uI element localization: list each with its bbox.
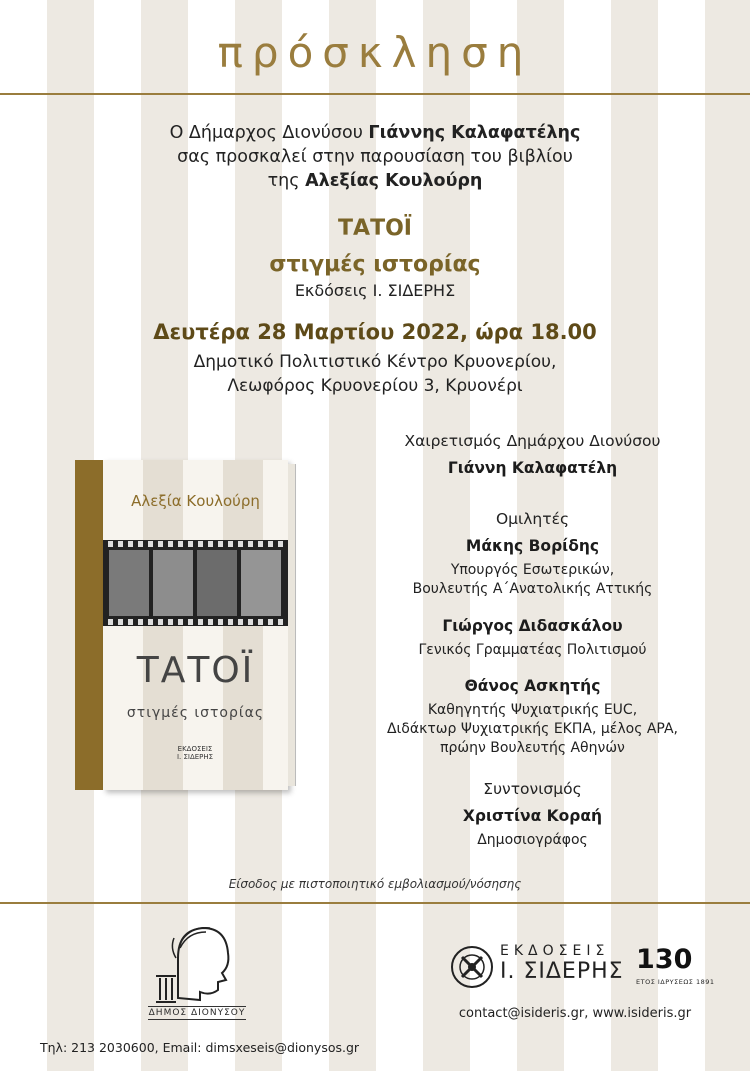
film-holes-top — [103, 541, 288, 547]
entry-note: Είσοδος με πιστοποιητικό εμβολιασμού/νόσησης — [228, 877, 522, 891]
event-date: Δευτέρα 28 Μαρτίου 2022, ώρα 18.00 — [153, 320, 597, 344]
coordinator-name: Χριστίνα Κοραή — [462, 807, 603, 825]
publisher-word2: Ι. ΣΙΔΕΡΗΣ — [500, 959, 624, 984]
book-title: ΤΑΤΟΪ — [338, 216, 412, 241]
speaker3-role-line3: πρώην Βουλευτής Αθηνών — [440, 740, 625, 756]
venue-line2: Λεωφόρος Κρυονερίου 3, Κρυονέρι — [227, 376, 523, 396]
speaker3-role-line1: Καθηγητής Ψυχιατρικής EUC, — [427, 702, 638, 718]
speaker2-role: Γενικός Γραμματέας Πολιτισμού — [418, 642, 647, 658]
speaker1-role — [330, 561, 735, 599]
greeting-name: Γιάννη Καλαφατέλη — [447, 459, 618, 477]
cover-film-strip — [103, 540, 288, 626]
mayor-name: Γιάννης Καλαφατέλης — [368, 123, 581, 143]
intro-text — [0, 121, 750, 193]
book-subtitle: στιγμές ιστορίας — [269, 252, 481, 277]
speaker1-role-line2: Βουλευτής Α΄Ανατολικής Αττικής — [412, 581, 653, 597]
film-frame — [241, 550, 281, 616]
page-title: πρόσκληση — [217, 28, 533, 77]
cover-publisher: ΕΚΔΟΣΕΙΣ Ι. ΣΙΔΕΡΗΣ — [176, 745, 214, 761]
event-venue — [0, 350, 750, 398]
speakers-label: Ομιλητές — [495, 510, 570, 528]
publisher-word1: ΕΚΔΟΣΕΙΣ — [500, 943, 610, 959]
coordinator-label: Συντονισμός — [483, 780, 582, 798]
speaker3-role-line2: Διδάκτωρ Ψυχιατρικής ΕΚΠΑ, μέλος APA, — [386, 721, 679, 737]
municipality-name: ΔΗΜΟΣ ΔΙΟΝΥΣΟΥ — [148, 1008, 246, 1018]
sideris-globe-icon — [448, 943, 496, 991]
film-holes-bottom — [103, 619, 288, 625]
coordinator-role: Δημοσιογράφος — [477, 832, 588, 848]
film-frame — [197, 550, 237, 616]
cover-title: ΤΑΤΟΪ — [136, 650, 255, 691]
film-frame — [109, 550, 149, 616]
film-frame — [153, 550, 193, 616]
bottom-rule — [0, 902, 750, 904]
intro-line3-a: της — [267, 171, 306, 191]
venue-line1: Δημοτικό Πολιτιστικό Κέντρο Κρυονερίου, — [193, 352, 557, 372]
greeting-label: Χαιρετισμός Δημάρχου Διονύσου — [404, 432, 661, 450]
cover-subtitle: στιγμές ιστορίας — [126, 705, 265, 721]
book-spine — [75, 460, 103, 790]
speaker1-role-line1: Υπουργός Εσωτερικών, — [450, 562, 615, 578]
intro-line1-a: Ο Δήμαρχος Διονύσου — [169, 123, 369, 143]
top-rule — [0, 93, 750, 95]
publisher-contact[interactable]: contact@isideris.gr, www.isideris.gr — [458, 1006, 692, 1021]
anniversary-number: 130 — [636, 944, 693, 975]
apollo-head-icon — [148, 918, 246, 1006]
speaker3-name: Θάνος Ασκητής — [464, 677, 601, 695]
book-publisher: Εκδόσεις Ι. ΣΙΔΕΡΗΣ — [294, 281, 456, 300]
municipality-contact[interactable]: Τηλ: 213 2030600, Email: dimsxeseis@dionysos.gr — [40, 1040, 360, 1055]
cover-author: Αλεξία Κουλούρη — [131, 492, 260, 510]
speaker2-name: Γιώργος Διδασκάλου — [442, 617, 623, 635]
intro-line2: σας προσκαλεί στην παρουσίαση του βιβλίου — [177, 147, 573, 167]
author-name: Αλεξίας Κουλούρη — [305, 171, 483, 191]
book-page-edge — [288, 464, 296, 786]
speaker3-role — [330, 701, 735, 758]
speaker1-name: Μάκης Βορίδης — [465, 537, 600, 555]
anniversary-since: ΕΤΟΣ ΙΔΡΥΣΕΩΣ 1891 — [636, 978, 715, 986]
